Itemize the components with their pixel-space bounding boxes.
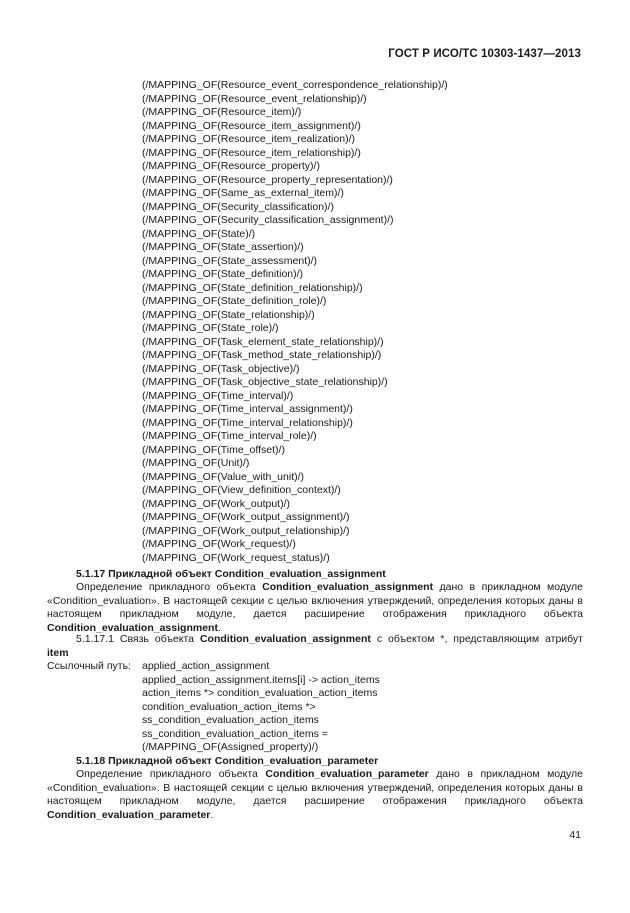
reference-path-label: Ссылочный путь: (47, 660, 131, 672)
mapping-entry: (/MAPPING_OF(State_role)/) (142, 322, 279, 334)
text: . (210, 808, 214, 821)
mapping-entry: (/MAPPING_OF(State_relationship)/) (142, 308, 315, 321)
mapping-entry: (/MAPPING_OF(Task_objective_state_relationship)/) (142, 376, 388, 388)
mapping-entry: (/MAPPING_OF(Value_with_unit)/) (142, 470, 305, 483)
paragraph-definition-5-1-17 (47, 581, 583, 635)
attribute-name: item (47, 646, 69, 659)
mapping-entry: (/MAPPING_OF(State_assessment)/) (142, 254, 318, 267)
reference-path-line: condition_evaluation_action_items *> (142, 700, 316, 713)
mapping-entry: (/MAPPING_OF(Resource_property)/) (142, 160, 320, 172)
mapping-entry: (/MAPPING_OF(Time_interval_assignment)/) (142, 403, 353, 415)
page-number: 41 (569, 829, 581, 841)
mapping-entry: (/MAPPING_OF(Security_classification)/) (142, 200, 334, 213)
reference-path-line: ss_condition_evaluation_action_items = (142, 727, 328, 740)
mapping-entry: (/MAPPING_OF(Resource_property_representation)/) (142, 173, 393, 186)
text: . (217, 621, 221, 634)
entity-name: Condition_evaluation_assignment (262, 581, 434, 593)
paragraph-definition-5-1-18 (47, 768, 583, 822)
entity-name: Condition_evaluation_assignment (199, 633, 371, 645)
reference-path-line: applied_action_assignment (142, 660, 270, 672)
text: Определение прикладного объекта (76, 581, 263, 593)
mapping-entry: (/MAPPING_OF(Time_interval_relationship)/) (142, 416, 353, 429)
mapping-entry: (/MAPPING_OF(View_definition_context)/) (142, 484, 341, 496)
mapping-entry: (/MAPPING_OF(Work_output_relationship)/) (142, 524, 350, 537)
mapping-entry: (/MAPPING_OF(State_definition_relationship)/) (142, 281, 363, 294)
entity-name: Condition_evaluation_parameter (47, 808, 211, 821)
mapping-entry: (/MAPPING_OF(Resource_item_relationship)/) (142, 146, 361, 159)
text: Определение прикладного объекта (76, 768, 266, 780)
mapping-entry: (/MAPPING_OF(State)/) (142, 227, 256, 240)
reference-path-line: (/MAPPING_OF(Assigned_property)/) (142, 741, 319, 753)
section-title: Прикладной объект Condition_evaluation_assignment (108, 568, 386, 580)
text: 5.1.17.1 Связь объекта (76, 633, 200, 645)
mapping-entry: (/MAPPING_OF(Work_request_status)/) (142, 551, 330, 564)
mapping-entry: (/MAPPING_OF(Time_interval)/) (142, 389, 294, 402)
entity-name: Condition_evaluation_parameter (265, 768, 429, 780)
text: дано в прикладном модуле «Condition_evaluation». В настоящей секции с целью включения утверждений, определения которых даны в настоящем прикладном модуле, дается расширение отображения прикладного объекта (47, 768, 584, 807)
paragraph-attribute-5-1-17-1 (47, 633, 583, 660)
section-number: 5.1.17 (76, 568, 106, 580)
reference-path-list (142, 660, 380, 755)
mapping-entry: (/MAPPING_OF(State_assertion)/) (142, 241, 304, 253)
text: с объектом *, представляющим атрибут (370, 633, 583, 645)
mapping-entry: (/MAPPING_OF(Resource_item_realization)/) (142, 133, 355, 145)
reference-path-line: action_items *> condition_evaluation_action_items (142, 687, 378, 699)
mapping-entry: (/MAPPING_OF(State_definition_role)/) (142, 295, 327, 307)
mapping-entry: (/MAPPING_OF(Task_element_state_relationship)/) (142, 335, 384, 348)
section-number: 5.1.18 (76, 755, 106, 767)
reference-path-line: ss_condition_evaluation_action_items (142, 714, 319, 726)
section-heading-5-1-17 (76, 568, 386, 580)
reference-path-line: applied_action_assignment.items[i] -> action_items (142, 673, 380, 686)
mapping-entry: (/MAPPING_OF(Work_output_assignment)/) (142, 511, 350, 523)
mapping-entry: (/MAPPING_OF(Task_method_state_relationship)/) (142, 349, 382, 361)
mapping-entry: (/MAPPING_OF(Unit)/) (142, 457, 250, 469)
mapping-entry: (/MAPPING_OF(Resource_item_assignment)/) (142, 119, 361, 132)
mapping-entry: (/MAPPING_OF(Time_interval_role)/) (142, 430, 317, 442)
mapping-entry: (/MAPPING_OF(Task_objective)/) (142, 362, 300, 375)
mapping-entry: (/MAPPING_OF(Work_output)/) (142, 497, 291, 510)
mapping-entry: (/MAPPING_OF(Resource_event_relationship)/) (142, 92, 367, 105)
mapping-entry: (/MAPPING_OF(Work_request)/) (142, 538, 296, 550)
text: дано в прикладном модуле «Condition_evaluation». В настоящей секции с целью включения утверждений, определения которых даны в настоящем прикладном модуле, дается расширение отображения прикладного объекта (47, 581, 584, 620)
mapping-entry: (/MAPPING_OF(Time_offset)/) (142, 443, 285, 456)
section-title: Прикладной объект Condition_evaluation_parameter (108, 755, 379, 767)
mapping-entry: (/MAPPING_OF(Resource_event_correspondence_relationship)/) (142, 79, 448, 91)
mapping-entry: (/MAPPING_OF(Same_as_external_item)/) (142, 187, 344, 199)
mapping-entry: (/MAPPING_OF(State_definition)/) (142, 268, 304, 280)
mapping-list (142, 79, 448, 565)
entity-name: Condition_evaluation_assignment (47, 621, 218, 634)
document-header: ГОСТ Р ИСО/ТС 10303-1437—2013 (388, 48, 581, 60)
mapping-entry: (/MAPPING_OF(Security_classification_assignment)/) (142, 214, 394, 226)
section-heading-5-1-18 (76, 755, 378, 767)
mapping-entry: (/MAPPING_OF(Resource_item)/) (142, 106, 302, 118)
